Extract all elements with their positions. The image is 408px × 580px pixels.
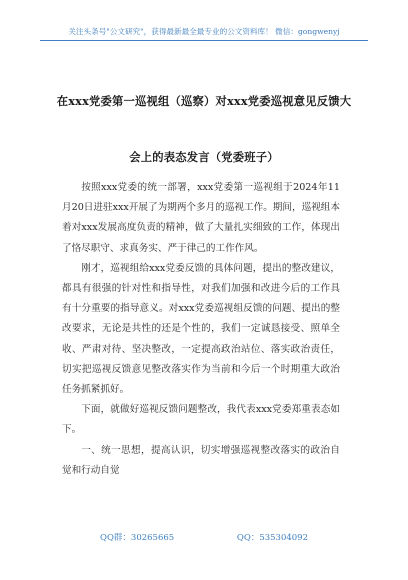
paragraph: 刚才，巡视组给xxx党委反馈的具体问题，提出的整改建议，都具有很强的针对性和指导性，对我们加强和改进今后的工作具有十分重要的指导意义。对xxx党委巡视组反馈的问题、提出的整改要求，无论是共性的还是个性的，我们一定诚恳接受、照单全收、严肃对待、坚决整改，一定提高政治站位、落实政治责任，切实把巡视反馈意见整改落实作为当前和今后一个时期重大政治任务抓紧抓好。 xyxy=(62,262,340,396)
footer-contact xyxy=(0,531,408,543)
document-title-line-2: 会上的表态发言（党委班子） xyxy=(129,150,279,164)
footer-qq: QQ：535304092 xyxy=(236,533,308,543)
document-title-line-1: 在xxx党委第一巡视组（巡察）对xxx党委巡视意见反馈大 xyxy=(56,94,352,108)
header-note: 关注头条号"公文研究"，获得最新最全最专业的公文资料库！ 微信：gongwenyj xyxy=(40,26,368,41)
paragraph: 一、统一思想，提高认识，切实增强巡视整改落实的政治自觉和行动自觉 xyxy=(62,444,340,476)
footer-qq-group: QQ群：30265665 xyxy=(99,533,175,543)
paragraph: 按照xxx党委的统一部署，xxx党委第一巡视组于2024年11月20日进驻xxx开展了为期两个多月的巡视工作。期间，巡视组本着对xxx发展高度负责的精神，做了大量扎实细致的工作，体现出了恪尽职守、求真务实、严于律己的工作作风。 xyxy=(62,182,340,254)
document-body xyxy=(62,178,340,481)
paragraph: 下面，就做好巡视反馈问题整改，我代表xxx党委郑重表态如下。 xyxy=(62,404,340,436)
